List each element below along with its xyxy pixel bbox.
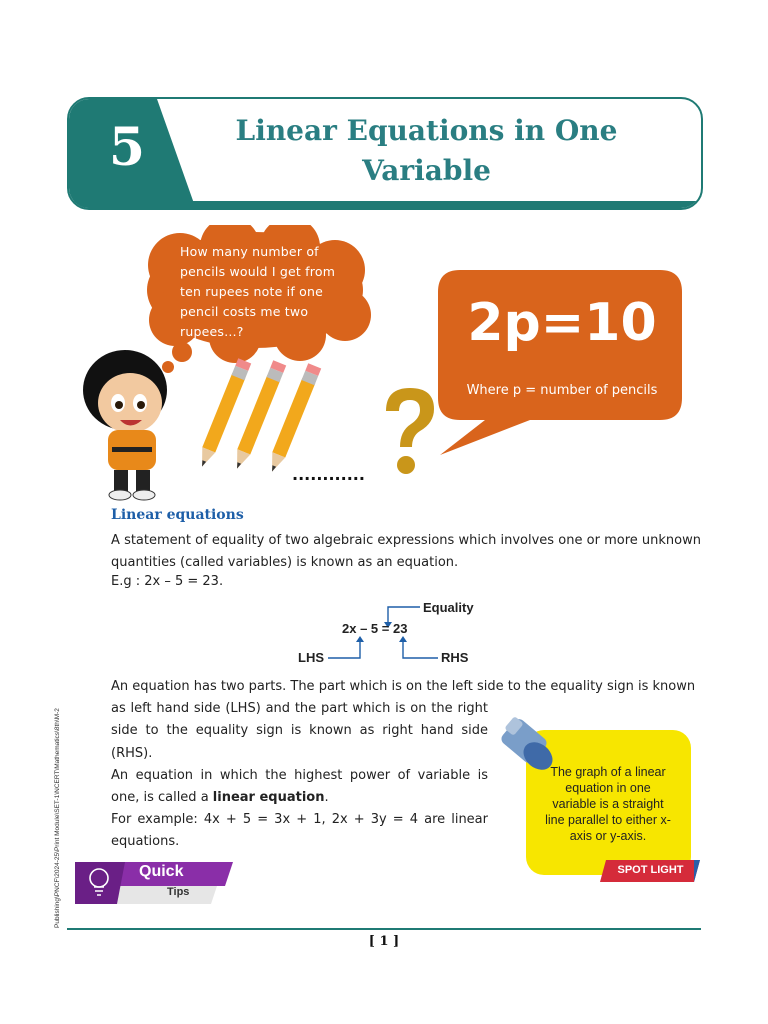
section-heading: Linear equations [111,507,244,523]
spotlight-box [498,712,703,892]
blank-dots: ............ [292,465,365,484]
parts-paragraph-line1: An equation has two parts. The part which is on the left side to the equality sign is known [111,679,696,694]
chapter-title [219,111,634,191]
boy-illustration [83,350,167,500]
spotlight-text: The graph of a linear equation in one variable is a straight line parallel to either x-axis or y-axis. [545,765,671,843]
thought-bubble-text: How many number of pencils would I get from ten rupees note if one pencil costs me two rupees…? [180,244,336,339]
page-number: [ 1 ] [368,934,400,949]
equality-diagram [290,596,500,671]
chapter-bottom-bar [69,201,701,208]
quick-tips-subtitle: Tips [167,886,190,898]
intro-paragraph: A statement of equality of two algebraic expressions which involves one or more unknown quantities (called variables) is known as an equation. [111,533,701,571]
question-mark-icon [378,383,440,478]
diagram-equation: 2x – 5 = 23 [342,621,408,636]
diagram-lhs-label: LHS [298,650,324,665]
equation-note: Where p = number of pencils [466,383,658,398]
linear-definition-paragraph [111,765,488,810]
spotlight-label: SPOT LIGHT [617,864,684,876]
example-paragraph: For example: 4x + 5 = 3x + 1, 2x + 3y = 4 are linear equations. [111,812,488,850]
equation-display: 2p=10 [467,293,657,353]
diagram-rhs-label: RHS [441,650,469,665]
footer-rule [67,928,701,930]
linear-def-suffix: . [324,790,329,806]
example-equation: E.g : 2x – 5 = 23. [111,574,224,589]
quick-tips-title: Quick [139,863,184,880]
chapter-title-line1: Linear Equations in One [235,114,618,147]
side-imprint: Publishing\PNCF\2024-25\Print Module\SET-1\NCERT\Mathematics\8th\M-2 [54,708,61,928]
chapter-title-line2: Variable [362,154,491,187]
linear-def-prefix: An equation in which the highest power of variable is one, is called a [111,768,488,806]
linear-def-term: linear equation [212,790,325,806]
pencils-illustration [196,358,322,474]
chapter-number-box [69,99,219,208]
parts-paragraph-rest: as left hand side (LHS) and the part which is on the right side to the equality sign is known as right hand side (RHS). [111,701,488,761]
quick-tips-banner [67,858,237,908]
diagram-equality-label: Equality [423,600,474,615]
chapter-number: 5 [108,117,146,178]
chapter-header [67,97,703,210]
intro-illustration [60,225,700,510]
